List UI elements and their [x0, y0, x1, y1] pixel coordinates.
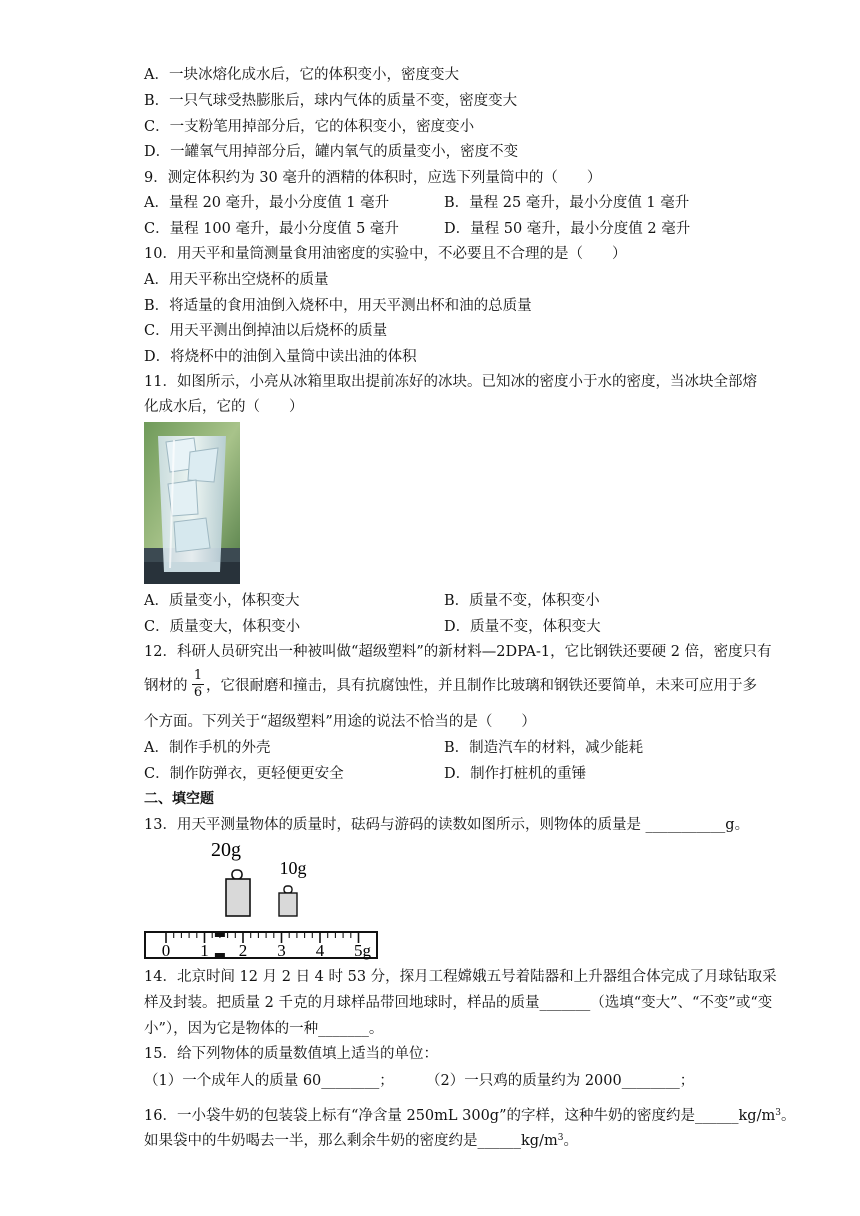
q11-option-a: A．质量变小，体积变大: [144, 593, 300, 609]
q13-stem: 13．用天平测量物体的质量时，砝码与游码的读数如图所示，则物体的质量是 ___________g。: [144, 817, 750, 833]
scale-label: 2: [238, 941, 248, 960]
q16-line1: [144, 1107, 795, 1125]
balance-weights-figure: [142, 836, 380, 962]
weight-20g-body: [226, 879, 250, 916]
q12-option-c: C．制作防弹衣，更轻便更安全: [144, 766, 344, 782]
q12-option-d: D．制作打桩机的重锤: [444, 766, 587, 782]
q8-option-c: C．一支粉笔用掉部分后，它的体积变小，密度变小: [144, 119, 475, 135]
fraction-numerator: 1: [193, 668, 203, 683]
weight-20g-label: 20g: [211, 839, 241, 861]
q16-line2-end: 。: [563, 1133, 578, 1149]
q14-line3: 小”），因为它是物体的一种_______。: [144, 1021, 384, 1037]
q10-stem: 10．用天平和量筒测量食用油密度的实验中，不必要且不合理的是（ ）: [144, 246, 627, 262]
q12-option-a: A．制作手机的外壳: [144, 740, 271, 756]
q8-option-d: D．一罐氧气用掉部分后，罐内氧气的质量变小，密度不变: [144, 144, 519, 160]
q11-stem-line1: 11．如图所示，小亮从冰箱里取出提前冻好的冰块。已知冰的密度小于水的密度，当冰块全部熔: [144, 374, 757, 390]
q11-option-b: B．质量不变，体积变小: [444, 593, 600, 609]
q12-stem-line1: 12．科研人员研究出一种被叫做“超级塑料”的新材料—2DPA-1，它比钢铁还要硬 2 倍，密度只有: [144, 644, 772, 660]
q15-part2: （2）一只鸡的质量约为 2000________；: [426, 1073, 695, 1089]
ice-glass-photo: [144, 422, 240, 584]
q8-option-b: B．一只气球受热膨胀后，球内气体的质量不变，密度变大: [144, 93, 518, 109]
q16-line2-text: 如果袋中的牛奶喝去一半，那么剩余牛奶的密度约是______kg/m: [144, 1133, 558, 1149]
q11-option-c: C．质量变大，体积变小: [144, 619, 301, 635]
scale-label: 0: [161, 941, 171, 960]
fraction-one-sixth: [192, 668, 204, 701]
q9-option-b: B．量程 25 毫升，最小分度值 1 毫升: [444, 195, 690, 211]
q9-option-c: C．量程 100 毫升，最小分度值 5 毫升: [144, 221, 399, 237]
weight-20g-knob: [232, 870, 242, 879]
q14-line2: 样及封装。把质量 2 千克的月球样品带回地球时，样品的质量_______（选填“变大”、“不变”或“变: [144, 995, 773, 1011]
weight-10g-body: [279, 893, 297, 916]
q16-line1-end: 。: [780, 1108, 796, 1124]
q12-option-b: B．制造汽车的材料，减少能耗: [444, 740, 644, 756]
rider-scale: [145, 932, 377, 958]
scale-label: 3: [277, 941, 286, 960]
scale-label: 4: [315, 941, 325, 960]
weight-10g-label: 10g: [279, 858, 307, 878]
q10-option-b: B．将适量的食用油倒入烧杯中，用天平测出杯和油的总质量: [144, 298, 532, 314]
section-heading: 二、填空题: [144, 791, 214, 807]
fraction-denominator: 6: [193, 685, 203, 700]
q8-option-a: A．一块冰熔化成水后，它的体积变小，密度变大: [144, 67, 459, 83]
q12-stem-line2a: 钢材的: [144, 678, 188, 694]
q9-stem: 9．测定体积约为 30 毫升的酒精的体积时，应选下列量筒中的（ ）: [144, 170, 602, 186]
q11-option-d: D．质量不变，体积变大: [444, 619, 601, 635]
q16-sup2: 3: [557, 1133, 564, 1143]
q10-option-a: A．用天平称出空烧杯的质量: [144, 272, 329, 288]
rider-bottom: [215, 953, 225, 958]
scale-label: 5g: [354, 941, 371, 960]
q15-stem: 15．给下列物体的质量数值填上适当的单位：: [144, 1046, 438, 1062]
q15-part1: （1）一个成年人的质量 60________；: [144, 1073, 394, 1089]
q10-option-d: D．将烧杯中的油倒入量筒中读出油的体积: [144, 349, 417, 365]
q16-line2: [144, 1132, 578, 1150]
scale-label: 1: [200, 941, 209, 960]
q10-option-c: C．用天平测出倒掉油以后烧杯的质量: [144, 323, 388, 339]
rider-top: [215, 932, 225, 937]
weight-10g-knob: [284, 886, 292, 893]
q16-sup1: 3: [775, 1108, 781, 1118]
q9-option-d: D．量程 50 毫升，最小分度值 2 毫升: [444, 221, 691, 237]
q9-option-a: A．量程 20 毫升，最小分度值 1 毫升: [144, 195, 390, 211]
q14-line1: 14．北京时间 12 月 2 日 4 时 53 分，探月工程嫦娥五号着陆器和上升器组合体完成了月球钻取采: [144, 969, 777, 985]
q12-stem-line3: 个方面。下列关于“超级塑料”用途的说法不恰当的是（ ）: [144, 714, 536, 730]
q12-stem-line2b: ，它很耐磨和撞击，具有抗腐蚀性，并且制作比玻璃和钢铁还要简单，未来可应用于多: [206, 678, 757, 694]
q11-stem-line2: 化成水后，它的（ ）: [144, 399, 304, 415]
q16-line1-text: 16．一小袋牛奶的包装袋上标有“净含量 250mL 300g”的字样，这种牛奶的密度约是______kg/m: [144, 1108, 776, 1124]
